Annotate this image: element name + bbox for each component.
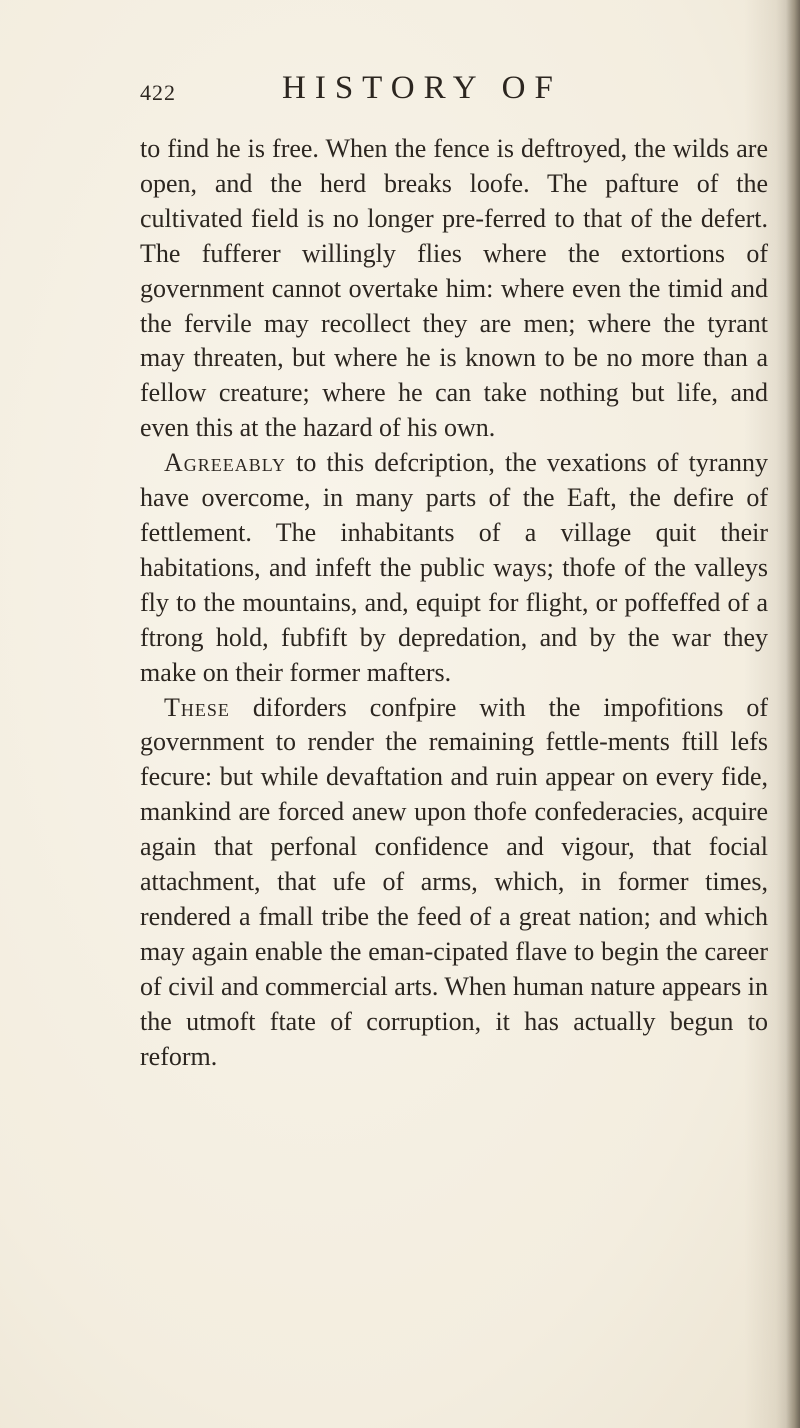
paragraph-2-lead: Agreeably bbox=[164, 448, 286, 478]
running-title: HISTORY OF bbox=[282, 70, 562, 106]
body-text bbox=[140, 132, 768, 1074]
paragraph-2 bbox=[140, 446, 768, 690]
page-number: 422 bbox=[140, 80, 176, 105]
paragraph-3-text: diforders confpire with the impofitions of government to render the remaining fettle-ments ftill lefs fecure: but while devaftation and ruin appear on every fide, mankind are forced anew upon thofe confederacies, acquire again that perfonal confidence and vigour, that focial attachment, that ufe of arms, which, in former times, rendered a fmall tribe the feed of a great nation; and which may again enable the eman-cipated flave to begin the career of civil and commercial arts. When human nature appears in the utmoft ftate of corruption, it has actually begun to reform. bbox=[140, 692, 768, 1071]
paragraph-1-text: to find he is free. When the fence is deftroyed, the wilds are open, and the herd breaks loofe. The pafture of the cultivated field is no longer pre-ferred to that of the defert. The fufferer willingly flies where the extortions of government cannot overtake him: where even the timid and the fervile may recollect they are men; where the tyrant may threaten, but where he is known to be no more than a fellow creature; where he can take nothing but life, and even this at the hazard of his own. bbox=[140, 134, 768, 443]
page-edge-shadow bbox=[786, 0, 800, 1428]
paragraph-2-text: to this defcription, the vexations of tyranny have overcome, in many parts of the Eaft, the defire of fettlement. The inhabitants of a village quit their habitations, and infeft the public ways; thofe of the valleys fly to the mountains, and, equipt for flight, or poffeffed of a ftrong hold, fubfift by depredation, and by the war they make on their former mafters. bbox=[140, 448, 768, 687]
paragraph-3-lead: These bbox=[164, 692, 230, 722]
paragraph-3 bbox=[140, 691, 768, 1075]
page-header bbox=[0, 70, 800, 118]
paragraph-1 bbox=[140, 132, 768, 446]
